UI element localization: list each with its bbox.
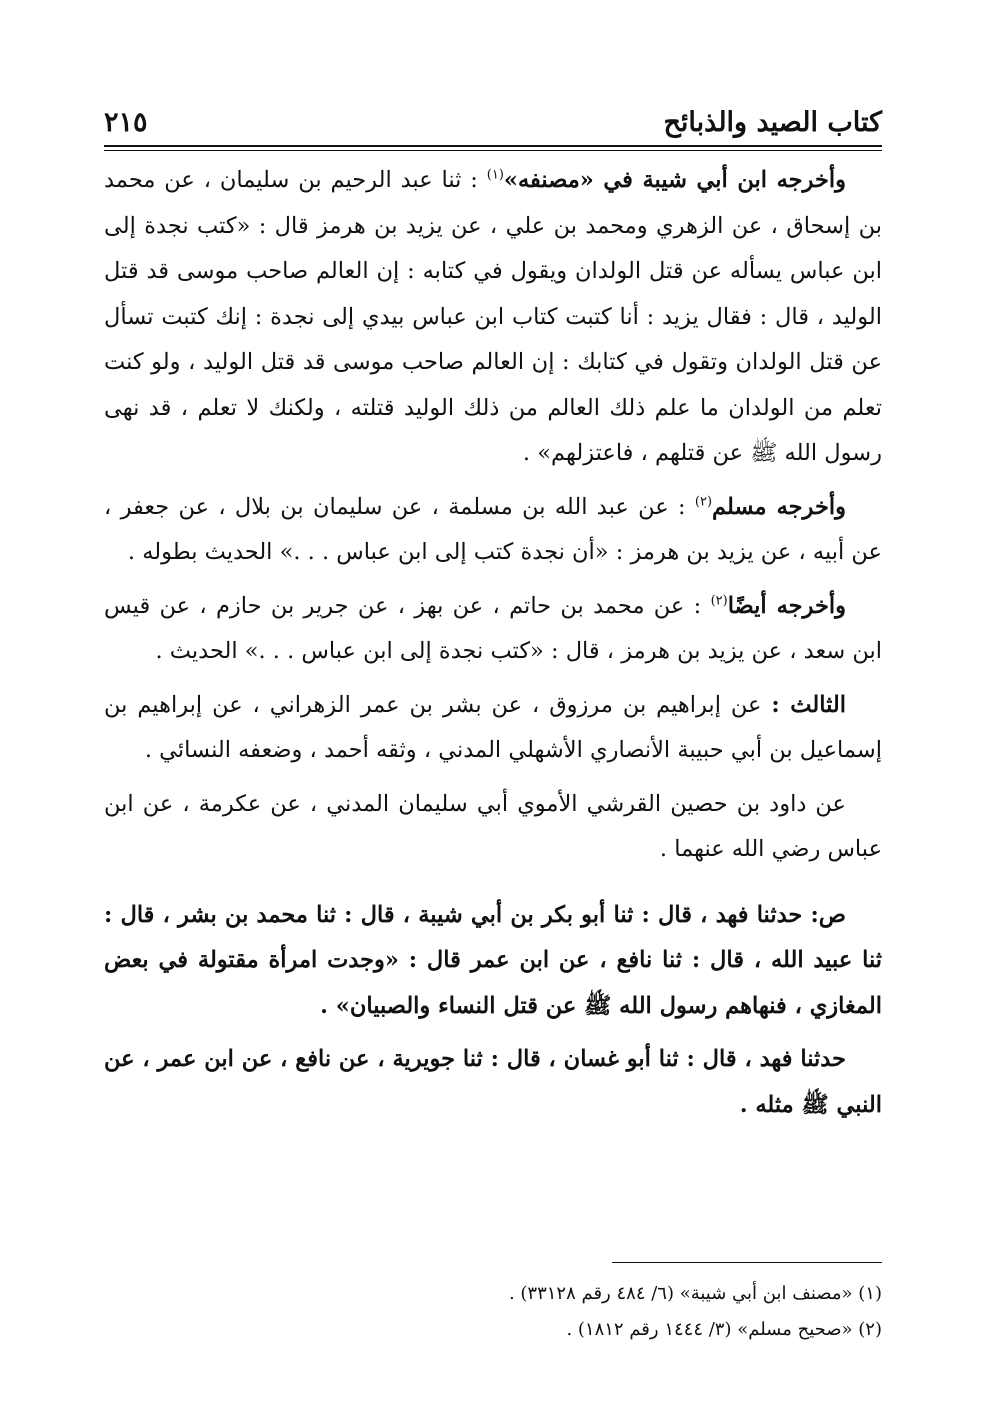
footnote-ref[interactable]: (٢) [694,494,713,509]
paragraph [104,584,882,675]
header-rule-thin [104,150,882,151]
footnotes [104,1276,882,1348]
paragraph-text: : ثنا عبد الرحيم بن سليمان ، عن محمد بن إسحاق ، عن الزهري ومحمد بن علي ، عن يزيد بن هرمز قال : «كتب نجدة إلى ابن عباس يسأله عن قتل الولدان ويقول في كتابه : إن العالم صاحب موسى قد قتل الوليد ، قال : فقال يزيد : أنا كتبت كتاب ابن عباس بيدي إلى نجدة : إنك كتبت تسأل عن قتل الولدان وتقول في كتابك : إن العالم صاحب موسى قد قتل الوليد ، ولو كنت تعلم من الولدان ما علم ذلك العالم من ذلك الوليد قتلته ، ولكنك لا تعلم ، قد نهى رسول الله ﷺ عن قتلهم ، فاعتزلهم» . [104,167,882,466]
paragraph-lead: وأخرجه أيضًا [727,592,846,619]
footnote: (١) «مصنف ابن أبي شيبة» (٦/ ٤٨٤ رقم ٣٣١٢٨) . [508,1283,882,1304]
footnote-ref[interactable]: (٢) [710,593,728,608]
paragraph [104,485,882,576]
paragraph-text: عن داود بن حصين القرشي الأموي أبي سليمان المدني ، عن عكرمة ، عن ابن عباس رضي الله عنهما . [104,790,882,862]
main-text [104,158,882,1136]
paragraph-lead: وأخرجه مسلم [712,493,847,520]
paragraph-lead: الثالث : [771,691,846,718]
paragraph [104,683,882,774]
hadith-text: ص: حدثنا فهد ، قال : ثنا أبو بكر بن أبي شيبة ، قال : ثنا محمد بن بشر ، قال : ثنا عبيد الله ، قال : ثنا نافع ، عن ابن عمر قال : «وجدت امرأة مقتولة في بعض المغازي ، فنهاهم رسول الله ﷺ عن قتل النساء والصبيان» . [104,901,882,1019]
chapter-title: كتاب الصيد والذبائح [663,107,882,138]
paragraph-text: : عن عبد الله بن مسلمة ، عن سليمان بن بلال ، عن جعفر ، عن أبيه ، عن يزيد بن هرمز : «أن نجدة كتب إلى ابن عباس . . .» الحديث بطوله . [104,493,882,565]
spacer [104,881,882,893]
paragraph [104,782,882,873]
footnote: (٢) «صحيح مسلم» (٣/ ١٤٤٤ رقم ١٨١٢) . [566,1319,882,1340]
footnote-ref[interactable]: (١) [486,167,504,183]
paragraph-text: عن إبراهيم بن مرزوق ، عن بشر بن عمر الزهراني ، عن إبراهيم بن إسماعيل بن أبي حبيبة الأنصاري الأشهلي المدني ، وثقه أحمد ، وضعفه النسائي . [104,691,882,763]
paragraph-text: : عن محمد بن حاتم ، عن بهز ، عن جرير بن حازم ، عن قيس ابن سعد ، عن يزيد بن هرمز ، قال : «كتب نجدة إلى ابن عباس . . .» الحديث . [104,592,882,664]
hadith-text: حدثنا فهد ، قال : ثنا أبو غسان ، قال : ثنا جويرية ، عن نافع ، عن ابن عمر ، عن النبي ﷺ مثله . [104,1046,882,1118]
paragraph [104,158,882,477]
page-number: ٢١٥ [104,107,148,138]
header-rule [104,145,882,147]
paragraph-lead: وأخرجه ابن أبي شيبة في «مصنفه» [503,167,846,193]
page-header [104,92,882,138]
footnote-rule [612,1262,882,1263]
